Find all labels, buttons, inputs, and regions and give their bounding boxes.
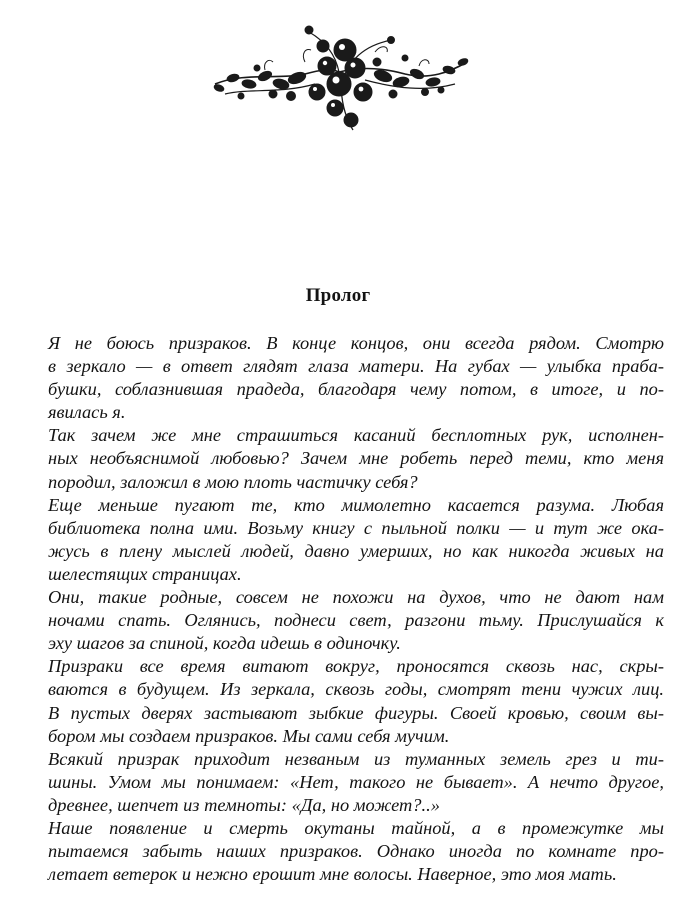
text-line: библиотека полна ими. Возьму книгу с пыльной полки — и тут же ока- (48, 517, 664, 538)
paragraph (14, 748, 664, 817)
text-line: Еще меньше пугают те, кто мимолетно касается разума. Любая (48, 494, 664, 515)
text-line: Наше появление и смерть окутаны тайной, а в промежутке мы (48, 817, 664, 838)
text-line: В пустых дверях застывают зыбкие фигуры. Своей кровью, своим вы- (48, 702, 664, 723)
text-line: Я не боюсь призраков. В конце концов, они всегда рядом. Смотрю (48, 333, 664, 353)
text-line: Всякий призрак приходит незваным из туманных земель грез и ти- (48, 748, 664, 769)
text-line: эху шагов за спиной, когда идешь в одиночку. (48, 633, 401, 654)
text-line: в зеркало — в ответ глядят глаза матери. На губах — улыбка праба- (48, 356, 664, 377)
text-line: бушки, соблазнившая прадеда, благодаря чему потом, в итоге, и по- (48, 379, 664, 400)
text-line: бором мы создаем призраков. Мы сами себя мучим. (48, 725, 450, 746)
text-line: Так зачем же мне страшиться касаний бесплотных рук, исполнен- (48, 425, 664, 446)
text-line: пытаемся забыть наших призраков. Однако иногда по комнате про- (48, 841, 664, 862)
paragraph (14, 424, 664, 493)
text-line: ных необъяснимой любовью? Зачем мне робеть перед теми, кто меня (48, 448, 664, 469)
text-line: Призраки все время витают вокруг, проносятся сквозь нас, скры- (48, 656, 664, 677)
text-line: летает ветерок и нежно ерошит мне волосы. Наверное, это моя мать. (48, 864, 617, 885)
text-line: породил, заложил в мою плоть частичку себя? (48, 471, 418, 492)
paragraph (14, 655, 664, 747)
prologue-text (14, 332, 664, 886)
text-line: явилась я. (48, 402, 126, 423)
text-line: шины. Умом мы понимаем: «Нет, такого не бывает». А нечто другое, (48, 771, 664, 792)
paragraph (14, 332, 664, 424)
text-line: жусь в плену мыслей людей, давно умерших, но как никогда живых на (48, 540, 664, 561)
paragraph (14, 494, 664, 586)
text-line: шелестящих страницах. (48, 563, 242, 584)
floral-vignette-icon (205, 22, 473, 140)
chapter-title: Пролог (305, 285, 371, 306)
paragraph (14, 817, 664, 886)
text-line: ночами спать. Оглянись, поднеси свет, разгони тьму. Прислушайся к (48, 610, 664, 631)
text-line: Они, такие родные, совсем не похожи на духов, что не дают нам (48, 587, 664, 608)
paragraph (14, 586, 664, 655)
text-line: древнее, шепчет из темноты: «Да, но может?..» (48, 794, 440, 815)
text-line: ваются в будущем. Из зеркала, сквозь годы, смотрят тени чужих лиц. (48, 679, 664, 700)
